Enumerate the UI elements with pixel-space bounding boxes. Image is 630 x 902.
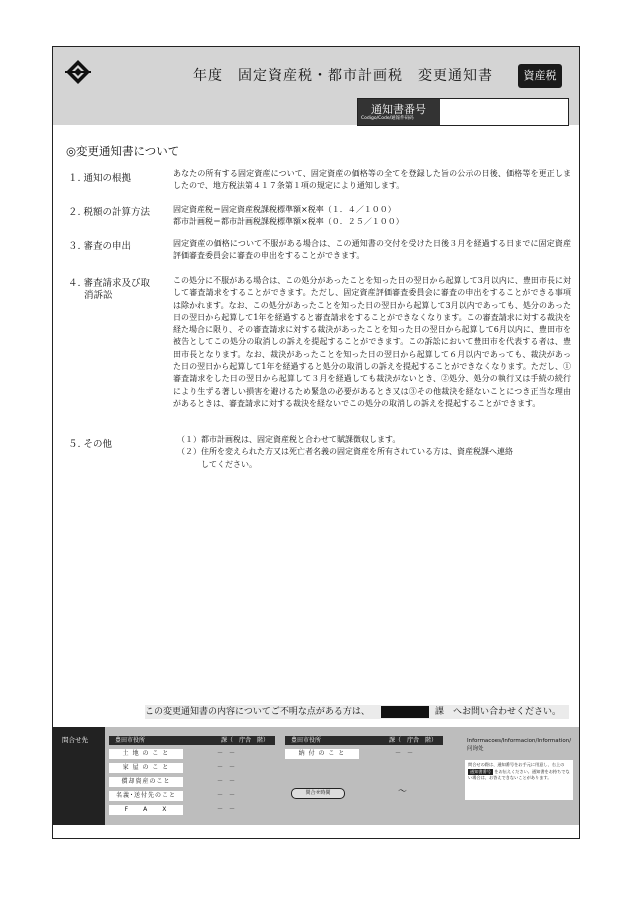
item-2-line-2: 都市計画税＝都市計画税課税標準額×税率（０．２５／１００）: [173, 217, 404, 227]
department-name-blank: [381, 706, 429, 718]
section-title: ◎変更通知書について: [66, 144, 180, 158]
contact-ka: 課: [435, 707, 445, 717]
notice-number-label: 通知書番号: [371, 103, 426, 116]
right-office-dept: 課（ 庁舎 階）: [388, 737, 437, 744]
inquiry-note-1: 問合せの際は、通知番号をお手元に用意し、右上の: [468, 762, 565, 767]
land-phone: － －: [217, 750, 236, 757]
left-office-header: [109, 736, 275, 745]
notice-number-label-box: [358, 99, 440, 125]
inquiry-hours-button[interactable]: 問合せ時間: [291, 788, 345, 799]
inquiry-note-tag: 通知書番号: [470, 768, 491, 774]
row-fax: F A X: [109, 805, 183, 815]
left-office-name: 豊田市役所: [115, 737, 146, 744]
item-2-label: ２. 税額の計算方法: [68, 207, 151, 218]
row-house: 家 屋 の こ と: [109, 763, 183, 773]
item-1-body: あなたの所有する固定資産について、固定資産の価格等の全てを登録した旨の公示の日後、価格等を更正しましたので、地方税法第４１７条第１項の規定により通知します。: [173, 169, 571, 191]
row-payment: 納 付 の こ と: [285, 749, 359, 759]
item-5-line-2: （２）住所を変えられた方又は死亡者名義の固定資産を所有されている方は、資産税課へ連絡: [177, 447, 513, 457]
contact-footer: [53, 727, 579, 825]
tax-type-badge: 資産税: [518, 64, 562, 88]
inquiry-note-box: [465, 760, 573, 800]
item-2-body: [173, 204, 571, 229]
item-4-label-line-2: 消訴訟: [84, 290, 113, 301]
item-3-body: 固定資産の価格について不服がある場合は、この通知書の交付を受けた日後３月を経過する日までに固定資産評価審査委員会に審査の申出をすることができます。: [173, 239, 571, 261]
item-5-line-3: してください。: [177, 459, 257, 469]
inquiry-label-block: [53, 727, 105, 825]
left-office-dept: 課（ 庁舎 階）: [220, 737, 269, 744]
depreciable-phone: － －: [217, 778, 236, 785]
item-4-label-line-1: ４. 審査請求及び取: [68, 278, 151, 289]
document-title: 年度 固定資産税・都市計画税 変更通知書: [193, 68, 493, 84]
toyota-city-emblem-icon: [65, 59, 91, 85]
item-5-line-1: （１）都市計画税は、固定資産税と合わせて賦課徴収します。: [177, 435, 401, 444]
row-depreciable-assets: 償却資産のこと: [109, 777, 183, 787]
right-office-name: 豊田市役所: [291, 737, 322, 744]
hours-range-tilde: ～: [398, 787, 408, 797]
multilingual-inquiry-label: Informacoes/Informacion/Information/问询处: [467, 738, 572, 752]
item-1-label: １. 通知の根拠: [68, 173, 132, 184]
contact-prefix: この変更通知書の内容についてご不明な点がある方は、: [145, 707, 370, 717]
house-phone: － －: [217, 764, 236, 771]
fax-number: － －: [217, 806, 236, 813]
name-address-phone: － －: [217, 792, 236, 799]
item-4-label: [68, 278, 150, 302]
inquiry-note-2: をお伝えください。通知書をお持ちでない場合は、お答えできないことがあります。: [468, 768, 570, 780]
item-5-body: [177, 434, 575, 471]
contact-suffix: へお問い合わせください。: [453, 707, 562, 717]
item-5-label: ５. その他: [68, 439, 113, 450]
notice-number-field: [357, 98, 569, 126]
contact-instruction-line: [145, 705, 569, 719]
change-notice-sheet: [52, 46, 580, 839]
header-band: [53, 47, 579, 125]
notice-number-sublabel: Codigo/Code/通報件码码: [361, 116, 414, 121]
row-name-address: 名義･送付先のこと: [109, 791, 183, 801]
row-land: 土 地 の こ と: [109, 749, 183, 759]
item-3-label: ３. 審査の申出: [68, 241, 132, 252]
item-2-line-1: 固定資産税＝固定資産税課税標準額×税率（１．４／１００）: [173, 205, 396, 214]
payment-phone: － －: [395, 750, 414, 757]
right-office-header: [285, 736, 443, 745]
item-4-body: この処分に不服がある場合は、この処分があったことを知った日の翌日から起算して3月以内に、豊田市長に対して審査請求をすることができます。ただし、固定資産評価審査委員会に審査の申出をすることができる事項は除かれます。なお、この処分があったことを知った日の翌日から起算して3月以内であっても、処分のあった日の翌日から起算して1年を経過すると審査請求をすることができなくなります。この審査請求に対する裁決を経た場合に限り、その審査請求に対する裁決があったことを知った日の翌日から起算して6月以内に、豊田市を被告としてこの処分の取消しの訴えを提起することができます。この訴訟において豊田市を代表する者は、豊田市長となります。なお、裁決があったことを知った日の翌日から起算して６月以内であっても、裁決があった日の翌日から起算して1年を経過すると処分の取消しの訴えを提起することができなくなります。ただし、①審査請求をした日の翌日から起算して３月を経過しても裁決がないとき、②処分、処分の執行又は手続の続行により生ずる著しい損害を避けるため緊急の必要があるとき又は③その他裁決を経ないことにつき正当な理由があるときは、審査請求に対する裁決を経ないでこの処分の取消しの訴えを提起することができます。: [173, 276, 571, 408]
inquiry-label: 問合せ先: [62, 736, 88, 744]
